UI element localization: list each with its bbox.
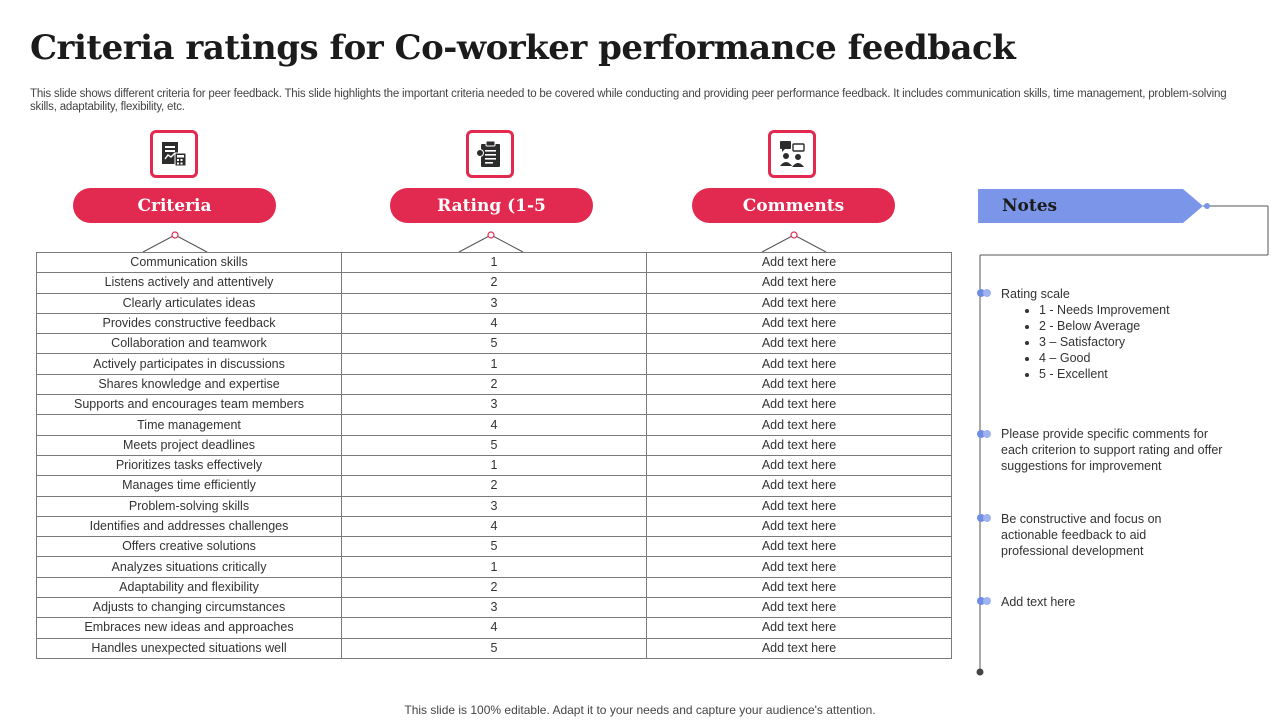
rating-cell: 1 xyxy=(342,455,647,475)
table-row xyxy=(37,577,952,597)
criteria-cell: Meets project deadlines xyxy=(37,435,342,455)
comment-cell: Add text here xyxy=(647,435,952,455)
rating-scale-item: • 1 - Needs Improvement xyxy=(1039,302,1170,318)
rating-icon-box xyxy=(466,130,514,178)
table-row xyxy=(37,557,952,577)
rating-cell: 2 xyxy=(342,273,647,293)
comment-cell: Add text here xyxy=(647,293,952,313)
criteria-cell: Supports and encourages team members xyxy=(37,395,342,415)
criteria-cell: Communication skills xyxy=(37,253,342,273)
criteria-cell: Manages time efficiently xyxy=(37,476,342,496)
table-row xyxy=(37,476,952,496)
rating-cell: 1 xyxy=(342,354,647,374)
comment-cell: Add text here xyxy=(647,354,952,374)
document-calculator-icon xyxy=(159,139,189,169)
comment-cell: Add text here xyxy=(647,537,952,557)
comment-cell: Add text here xyxy=(647,557,952,577)
rating-cell: 4 xyxy=(342,415,647,435)
table-row xyxy=(37,638,952,658)
comment-cell: Add text here xyxy=(647,638,952,658)
criteria-cell: Provides constructive feedback xyxy=(37,313,342,333)
rating-cell: 5 xyxy=(342,334,647,354)
table-row xyxy=(37,313,952,333)
comment-cell: Add text here xyxy=(647,496,952,516)
table-row xyxy=(37,334,952,354)
footer-text: This slide is 100% editable. Adapt it to your needs and capture your audience's attention. xyxy=(404,703,876,717)
rating-scale-item: • 2 - Below Average xyxy=(1039,318,1170,334)
page-subtitle: This slide shows different criteria for peer feedback. This slide highlights the important criteria needed to be covered while conducting and providing peer performance feedback. It includes communication skills, time management, problem-solving skills, adaptability, flexibility, etc. xyxy=(30,88,1227,113)
clipboard-icon xyxy=(475,139,505,169)
rating-cell: 1 xyxy=(342,557,647,577)
rating-cell: 1 xyxy=(342,253,647,273)
table-row xyxy=(37,273,952,293)
table-row xyxy=(37,395,952,415)
criteria-connector xyxy=(140,228,210,253)
rating-scale-list xyxy=(1001,302,1170,382)
discussion-icon xyxy=(777,139,807,169)
comment-cell: Add text here xyxy=(647,476,952,496)
criteria-cell: Clearly articulates ideas xyxy=(37,293,342,313)
rating-cell: 2 xyxy=(342,374,647,394)
comment-cell: Add text here xyxy=(647,313,952,333)
comments-header: Comments xyxy=(692,188,895,223)
rating-scale-item: • 4 – Good xyxy=(1039,350,1170,366)
table-row xyxy=(37,293,952,313)
rating-cell: 2 xyxy=(342,476,647,496)
rating-cell: 5 xyxy=(342,435,647,455)
table-row xyxy=(37,435,952,455)
rating-connector xyxy=(456,228,526,253)
criteria-cell: Identifies and addresses challenges xyxy=(37,516,342,536)
constructive-note: Be constructive and focus on actionable feedback to aid professional development xyxy=(1001,512,1162,558)
comment-cell: Add text here xyxy=(647,598,952,618)
rating-cell: 4 xyxy=(342,313,647,333)
criteria-cell: Adaptability and flexibility xyxy=(37,577,342,597)
comment-cell: Add text here xyxy=(647,374,952,394)
table-row xyxy=(37,537,952,557)
rating-cell: 3 xyxy=(342,496,647,516)
notes-title: Notes xyxy=(1002,196,1058,216)
criteria-icon-box xyxy=(150,130,198,178)
criteria-cell: Adjusts to changing circumstances xyxy=(37,598,342,618)
table-row xyxy=(37,455,952,475)
criteria-cell: Analyzes situations critically xyxy=(37,557,342,577)
criteria-cell: Prioritizes tasks effectively xyxy=(37,455,342,475)
rating-cell: 3 xyxy=(342,293,647,313)
criteria-header: Criteria xyxy=(73,188,276,223)
comment-cell: Add text here xyxy=(647,253,952,273)
table-row xyxy=(37,415,952,435)
comments-note: Please provide specific comments for each criterion to support rating and offer suggestions for improvement xyxy=(1001,427,1223,473)
criteria-cell: Collaboration and teamwork xyxy=(37,334,342,354)
criteria-cell: Offers creative solutions xyxy=(37,537,342,557)
comment-cell: Add text here xyxy=(647,577,952,597)
comment-cell: Add text here xyxy=(647,516,952,536)
criteria-cell: Listens actively and attentively xyxy=(37,273,342,293)
comments-icon-box xyxy=(768,130,816,178)
comment-cell: Add text here xyxy=(647,334,952,354)
criteria-cell: Time management xyxy=(37,415,342,435)
criteria-cell: Actively participates in discussions xyxy=(37,354,342,374)
rating-cell: 4 xyxy=(342,516,647,536)
comments-connector xyxy=(759,228,829,253)
add-text-note: Add text here xyxy=(1001,595,1076,609)
table-row xyxy=(37,516,952,536)
comment-cell: Add text here xyxy=(647,415,952,435)
rating-cell: 5 xyxy=(342,638,647,658)
rating-cell: 2 xyxy=(342,577,647,597)
table-row xyxy=(37,496,952,516)
rating-cell: 5 xyxy=(342,537,647,557)
table-row xyxy=(37,374,952,394)
criteria-table xyxy=(36,252,952,659)
comment-cell: Add text here xyxy=(647,273,952,293)
rating-scale-title: Rating scale xyxy=(1001,287,1070,301)
comment-cell: Add text here xyxy=(647,618,952,638)
comment-cell: Add text here xyxy=(647,395,952,415)
criteria-cell: Embraces new ideas and approaches xyxy=(37,618,342,638)
rating-cell: 3 xyxy=(342,598,647,618)
criteria-cell: Handles unexpected situations well xyxy=(37,638,342,658)
table-row xyxy=(37,598,952,618)
rating-cell: 4 xyxy=(342,618,647,638)
table-row xyxy=(37,618,952,638)
table-row xyxy=(37,253,952,273)
rating-cell: 3 xyxy=(342,395,647,415)
rating-scale-item: • 5 - Excellent xyxy=(1039,366,1170,382)
criteria-cell: Problem-solving skills xyxy=(37,496,342,516)
criteria-cell: Shares knowledge and expertise xyxy=(37,374,342,394)
page-title: Criteria ratings for Co-worker performance feedback xyxy=(30,28,1016,68)
table-row xyxy=(37,354,952,374)
rating-scale-item: • 3 – Satisfactory xyxy=(1039,334,1170,350)
rating-scale-note xyxy=(1001,286,1170,382)
comment-cell: Add text here xyxy=(647,455,952,475)
rating-header: Rating (1-5 xyxy=(390,188,593,223)
